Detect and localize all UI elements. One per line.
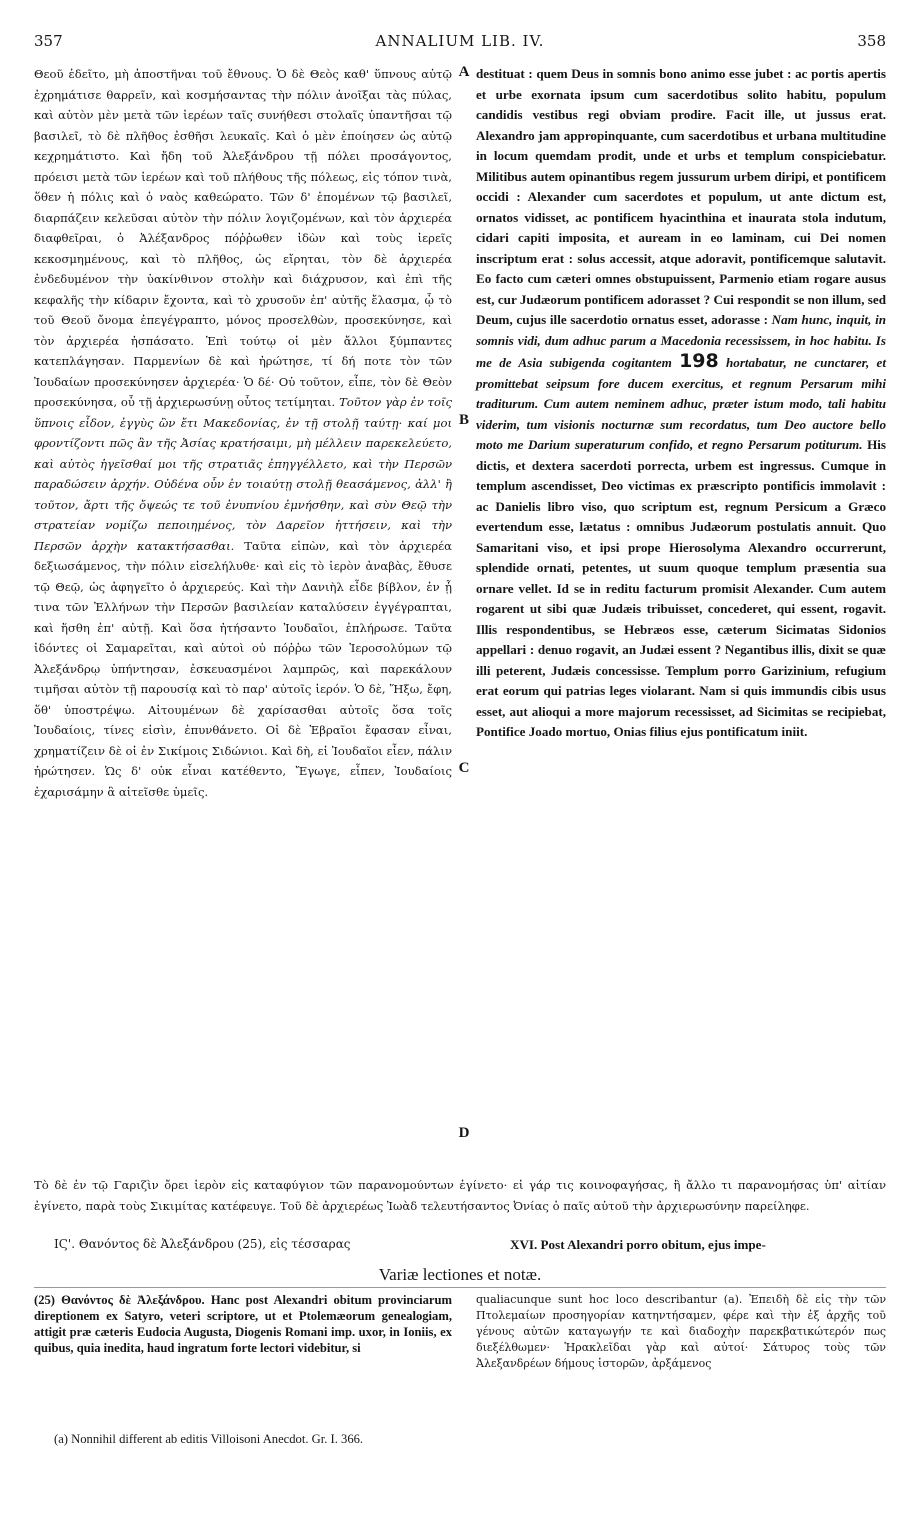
- page-number-right: 358: [857, 32, 886, 50]
- column-letter-b: B: [458, 412, 469, 428]
- note-left-text: Hanc post Alexandri obitum provinciarum direptionem ex Satyro, veteri scriptore, ut et Ptolemæorum genealogiam, attigit præ cæteris Eudocia Augusta, Diogenis Romani imp. uxor, in Ioniis, ex quibus, quia inedita, haud ingratum forte lectori videbitur, si: [34, 1293, 452, 1355]
- greek-paragraph-1: Θεοῦ ἐδεῖτο, μὴ ἀποστῆναι τοῦ ἔθνους. Ὁ δὲ Θεὸς καθ' ὕπνους αὐτῷ ἐχρημάτισε θαρρεῖν, καὶ κοσμήσαντας τὴν πόλιν ἀνοῖξαι τὰς πύλας, καὶ αὐτὸν μὲν μετὰ τῶν ἱερέων ταῖς συνήθεσι στολαῖς ὑπαντῆσαι τῷ βασιλεῖ, τὸ δὲ πλῆθος ἐσθῆσι λευκαῖς. Καὶ ὁ μὲν ἐποίησεν ὡς αὐτῷ κεχρημάτιστο. Καὶ ἤδη τοῦ Ἀλεξάνδρου τῇ πόλει προσάγοντος, πρόεισι μετὰ τῶν ἱερέων καὶ τοῦ πλήθους τῆς πόλεως, εἰς τόπον τινὰ, ὅθεν ἡ πόλις καὶ ὁ ναὸς καθεώρατο. Τῶν δ' ἑπομένων τῷ βασιλεῖ, διαρπάζειν κελεῦσαι αὐτὸν τὴν πόλιν λογιζομένων, καὶ τὸν ἀρχιερέα διαφθεῖραι, ὁ Ἀλέξανδρος πόῤῥωθεν ἰδὼν καὶ τοὺς ἱερεῖς κεκοσμημένους, καὶ τὸ πλῆθος, ὡς εἴρηται, τὸν δὲ ἀρχιερέα ἐνδεδυμένον τὴν ὑακίνθινον στολὴν καὶ διάχρυσον, καὶ ἐπὶ τῆς κεφαλῆς τὴν κίδαριν ἔχοντα, καὶ τὸ χρυσοῦν ἐπ' αὐτῆς ἔλασμα, ᾧ τὸ τοῦ Θεοῦ ὄνομα ἐπεγέγραπτο, μόνος προσελθὼν, προσεκύνησε, καὶ τὸν ἀρχιερέα ἠσπάσατο. Ἐπὶ τούτῳ οἱ μὲν ἄλλοι ξύμπαντες κατεπλάγησαν. Παρμενίων δὲ καὶ ἠρώτησε, τί δή ποτε τὸν τῶν Ἰουδαίων προσεκύνησεν ἀρχιερέα· Ὁ δέ· Οὐ τοῦτον, εἶπε, τὸν δὲ Θεὸν προσεκύνησα, οὗ τῇ ἀρχιερωσύνῃ οὗτος τετίμηται.: [34, 67, 452, 409]
- latin-italic-speech-2: hortabatur, ne cunctarer, et promittebat seipsum fore ducem exercitus, et regnum Persarum mihi traditurum. Cum autem neminem adhuc, præter istum modo, tali habitu viderim, tum visionis nocturnæ sum recordatus, tum Deo auctore bello moto me Darium superaturum confido, et regno Persarum potiturum.: [476, 355, 886, 452]
- footnote-end: I. 366.: [330, 1432, 364, 1446]
- page-header: [34, 32, 886, 56]
- greek-italic-speech: Τοῦτον γὰρ ἐν τοῖς ὕπνοις εἶδον, ἐγγὺς ὢν ἔτι Μακεδονίας, ἐν τῇ στολῇ ταύτῃ· καί μοι φροντίζοντι πῶς ἂν τῆς Ἀσίας κρατήσαιμι, μὴ μέλλειν παρεκελεύετο, καὶ αὐτὸς ἡγεῖσθαί μοι τῆς στρατιᾶς ἐπηγγέλλετο, καὶ τὴν Περσῶν παραδώσειν ἀρχήν. Οὐδένα οὖν ἐν τοιαύτῃ στολῇ θεασάμενος, ἀλλ' ἢ τοῦτον, ἄρτι τῆς ὄψεώς τε τοῦ ἐνυπνίου ἐμνήσθην, καὶ σὺν Θεῷ τὴν στρατείαν νομίζω πεποιημένος, τὸν Δαρεῖον ἡττήσειν, καὶ τὴν Περσῶν ἀρχὴν κατακτήσασθαι.: [34, 395, 452, 553]
- column-number-badge: 198: [679, 350, 719, 372]
- column-letter-a: A: [458, 64, 470, 80]
- latin-italic-speech-1: Nam hunc, inquit, in somnis vidi, dum adhuc parum a Macedonia recessissem, in hoc habitu. Is me de Asia subigenda cogitantem: [476, 312, 887, 370]
- notes-title: Variæ lectiones et notæ.: [378, 1265, 542, 1284]
- footnote-text: Nonnihil different ab editis Villoisoni: [71, 1432, 261, 1446]
- section-latin: XVI. Post Alexandri porro obitum, ejus impe-: [510, 1237, 766, 1252]
- column-letter-d: D: [458, 1125, 470, 1141]
- note-left: [34, 1292, 452, 1356]
- note-lemma: Θανόντος δὲ Ἀλεξάνδρου.: [61, 1293, 205, 1307]
- page-number-left: 357: [34, 32, 63, 50]
- note-reference: (25): [34, 1293, 55, 1307]
- section-greek: ΙϚ'. Θανόντος δὲ Ἀλεξάνδρου (25), εἰς τέσσαρας: [54, 1237, 351, 1251]
- column-letter-c: C: [458, 760, 470, 776]
- section-heading-row: [34, 1237, 886, 1259]
- note-right: qualiacunque sunt hoc loco describantur (a). Ἐπειδὴ δὲ εἰς τὴν τῶν Πτολεμαίων προσηγορίαν κατηντήσαμεν, φέρε καὶ τὴν ἐξ ἀρχῆς τοῦ γένους αὐτῶν καταγωγήν τε καὶ διαδοχὴν παρεκβατικώτερόν πως διεξέλθωμεν· Ἡρακλεῖδαι γὰρ καὶ αὐτοί· Σάτυρος τοὺς τῶν Ἀλεξανδρέων δήμους ἱστορῶν, ἀρξάμενος: [476, 1293, 886, 1370]
- footnote-italic: Anecdot. Gr.: [262, 1432, 328, 1446]
- running-title: ANNALIUM LIB. IV.: [375, 32, 545, 50]
- footnote-ref: (a): [54, 1432, 68, 1446]
- greek-paragraph-2: Ταῦτα εἰπὼν, καὶ τὸν ἀρχιερέα δεξιωσάμενος, τὴν πόλιν εἰσελήλυθε· καὶ εἰς τὸ ἱερὸν ἀναβὰς, ἔθυσε τῷ Θεῷ, ὡς ἀφηγεῖτο ὁ ἀρχιερεύς. Καὶ τὴν Δανιὴλ εἶδε βίβλον, ἐν ᾗ τινα τῶν Ἑλλήνων τὴν Περσῶν βασιλείαν καταλύσειν ἐγγέγραπται, καὶ ἥσθη ἐπ' αὐτῇ. Καὶ ὅσα ἠτήσαντο Ἰουδαῖοι, ἐπλήρωσε. Ταῦτα ἰδόντες οἱ Σαμαρεῖται, καὶ αὐτοὶ οὐ πόῤῥω τῶν Ἱεροσολύμων τῷ Ἀλεξάνδρῳ ὑπήντησαν, ἐσκευασμένοι λαμπρῶς, καὶ παρεκάλουν τιμῆσαι αὐτὸν τῇ παρουσίᾳ καὶ τὸ παρ' αὐτοῖς ἱερόν. Ὁ δὲ, Ἥξω, ἔφη, ὅθ' ὑποστρέψω. Αἰτουμένων δὲ χαρίσασθαι αὐτοῖς ὅσα τοῖς Ἰουδαίοις, τίνες εἰσὶν, ἐπυνθάνετο. Οἱ δὲ Ἑβραῖοι ἔφασαν εἶναι, χρηματίζειν δὲ οἱ ἐν Σικίμοις Σιδώνιοι. Καὶ δὴ, εἰ Ἰουδαῖοι εἶεν, πάλιν ἠρώτησεν. Ὡς δ' οὐκ εἶναι κατέθεντο, Ἔγωγε, εἶπεν, Ἰουδαίοις ἐχαρισάμην ἃ αἰτεῖσθε ὑμεῖς.: [34, 538, 453, 799]
- latin-column: [476, 64, 886, 743]
- latin-paragraph-1: destituat : quem Deus in somnis bono animo esse jubet : ac portis apertis et urbe exornata ipsum cum sacerdotibus solito habitu, populum candidis vestibus regi obviam prodire. Facit ille, ut jussus erat. Alexandro jam appropinquante, cum sacerdotibus et urbana multitudine in locum quemdam prodit, unde et urbs et templum conspiciebatur. Militibus autem opinantibus regem jussurum urbem diripi, et pontificem occidi : Alexander cum sacerdotes et populum, ut ante dictum est, ornatos vidisset, ac pontificem hyacinthina et inaurata stola indutum, cidari capiti imposita, et auream in eo laminam, cui Dei nomen inscriptum erat : solus accessit, atque adoravit, pontificemque salutavit. Eo facto cum cæteri omnes obstupuissent, Parmenio etiam rogare ausus est, cur Judæorum pontificem adorasset ? Cui respondit se non illum, sed Deum, cujus ille sacerdotio ornatus esset, adorasse :: [476, 66, 886, 327]
- latin-paragraph-2: His dictis, et dextera sacerdoti porrecta, urbem est ingressus. Cumque in templum ascendisset, Deo victimas ex præscripto pontificis immolavit : ac Danielis libro viso, quo scriptum est, regnum Persicum a Græco evertendum esse, lætatus : omnibus Judæorum postulatis annuit. Quo Samaritani viso, et ipsi prope Hierosolyma Alexandro occurrerunt, splendide ornati, petentes, ut suum quoque templum præsentia sua ornare vellet. Id se in reditu facturum promisit Alexander. Cum autem rogarent ut sibi quæ Judæis tribuisset, concederet, qui essent, rogavit. Illis respondentibus, se Hebræos esse, cæterum Sicimatas Sidonios appellari : denuo rogavit, an Judæi essent ? Negantibus illis, dixit se quæ illi peterent, Judæis concessisse. Templum porro Garizinium, refugium erat eorum qui patrias leges violarant. Nam si quis immundis cibis usus esset, aut alioqui a more majorum recessisset, ad Sicimitas se recipiebat, Pontifice Joado mortuo, Onias filius ejus pontificatum iniit.: [476, 437, 886, 739]
- notes-divider: [34, 1287, 886, 1288]
- footnote: [54, 1432, 363, 1447]
- greek-column: [34, 64, 452, 802]
- greek-full-width-lines: Τὸ δὲ ἐν τῷ Γαριζὶν ὄρει ἱερὸν εἰς καταφύγιον τῶν παρανομούντων ἐγίνετο· εἰ γάρ τις κοινοφαγήσας, ἢ ἄλλο τι παρανομήσας ὑπ' αἰτίαν ἐγίνετο, παρὰ τοὺς Σικιμίτας κατέφευγε. Τοῦ δὲ ἀρχιερέως Ἰωὰδ τελευτήσαντος Ὀνίας ὁ παῖς αὐτοῦ τὴν ἀρχιερωσύνην παρείληφε.: [34, 1178, 886, 1213]
